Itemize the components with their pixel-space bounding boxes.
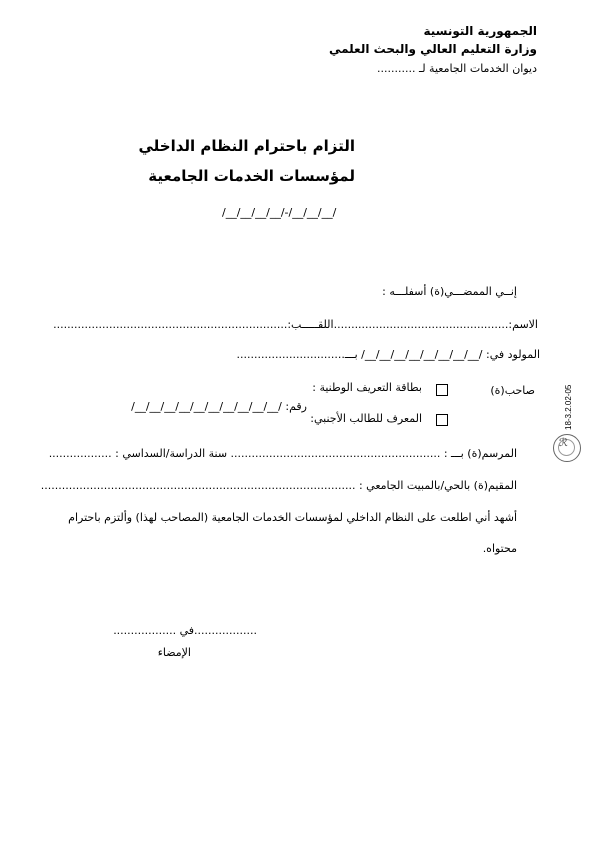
enrolled-field[interactable]: المرسم(ة) بـــ : ............................................................ سنة الدراسة/السداسي : .................. <box>48 447 517 460</box>
holder-label: صاحب(ة) <box>490 384 535 397</box>
name-field[interactable]: الاسم:..................................................اللقـــــب:................................................................... <box>53 318 538 331</box>
national-id-checkbox[interactable] <box>436 384 448 396</box>
signature-label: الإمضاء <box>157 646 191 659</box>
foreign-id-checkbox[interactable] <box>436 414 448 426</box>
side-document-code: 18-3.2.02-05 <box>564 384 573 430</box>
signature-place-date[interactable]: ..................في .................. <box>113 624 257 637</box>
national-id-label: بطاقة التعريف الوطنية : <box>312 381 422 394</box>
seal-icon: ℛ <box>553 434 581 462</box>
declaration-line-1: أشهد أني اطلعت على النظام الداخلي لمؤسسات الخدمات الجامعية (المصاحب لهذا) وألتزم باحترام <box>68 511 517 524</box>
page-title: التزام باحترام النظام الداخلي <box>138 137 355 155</box>
birth-field[interactable]: المولود في: /__/__/__/__/__/__/__/__/ بـــ............................... <box>236 348 540 361</box>
resident-field[interactable]: المقيم(ة) بالحي/بالمبيت الجامعي : .......................................................................................... <box>40 479 517 492</box>
page-subtitle: لمؤسسات الخدمات الجامعية <box>148 167 355 185</box>
id-number-field[interactable]: رقم: /__/__/__/__/__/__/__/__/__/__/ <box>131 400 307 413</box>
foreign-id-label: المعرف للطالب الأجنبي: <box>310 412 422 425</box>
intro-line: إنــي الممضـــي(ة) أسفلـــه : <box>382 285 517 298</box>
header-republic: الجمهورية التونسية <box>423 24 537 38</box>
reference-number-slots: /__/__/__/__/-/__/__/__/ <box>222 206 337 219</box>
header-office: ديوان الخدمات الجامعية لـ ........... <box>377 62 537 75</box>
declaration-line-2: محتواه. <box>482 542 517 555</box>
header-ministry: وزارة التعليم العالي والبحث العلمي <box>328 42 537 56</box>
